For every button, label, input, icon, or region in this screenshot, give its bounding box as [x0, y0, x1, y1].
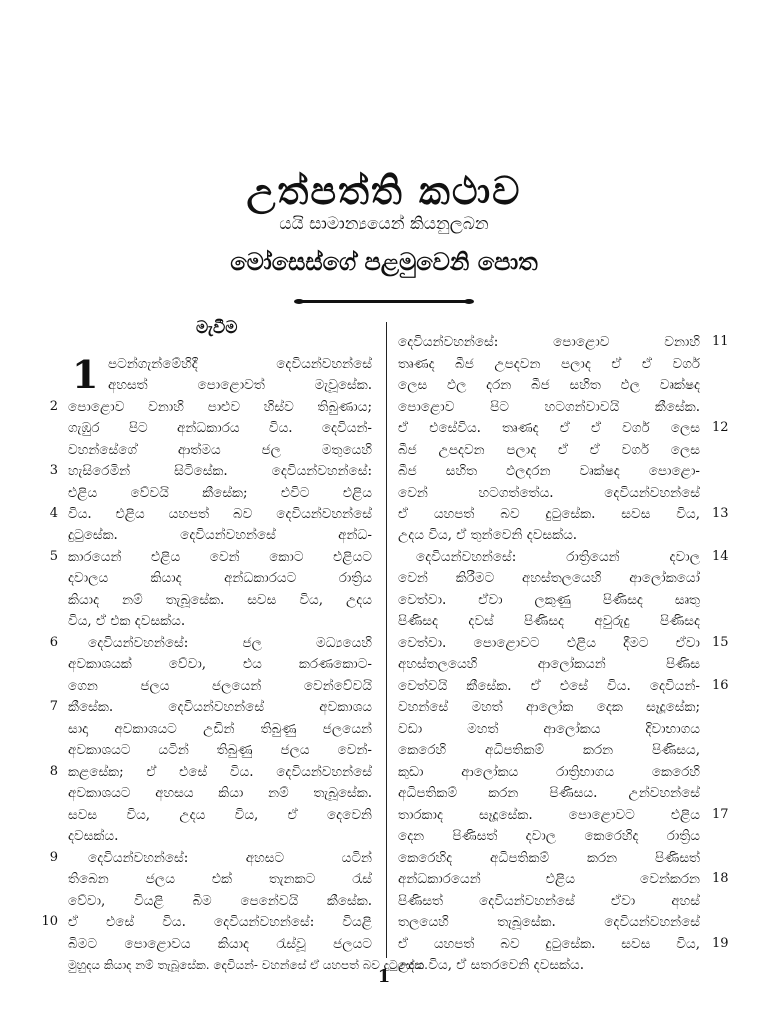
- text-line: දෙවියන්වහන්සේ: පොළොව වනාහි: [398, 334, 700, 350]
- text-line: ඒ එසේවිය. තෘණද ඒ ඒ වර්ග ලෙස: [398, 420, 700, 436]
- title-ornament-rule: [298, 300, 470, 303]
- text-line: මුහුදය කියාද නම් තැබූසේක. දෙවියන්- වහන්සේ ඒ යහපත් බව දුටුසේක.: [68, 958, 428, 972]
- page-number: 1: [377, 966, 391, 987]
- verse-number: 18: [712, 871, 729, 886]
- text-line: අහසත් පොළොවත් මැවූසේක.: [108, 377, 372, 393]
- text-line: දෙවියන්වහන්සේ: ජල මධ්‍යයෙහි: [88, 635, 372, 651]
- verse-number: 4: [49, 506, 58, 521]
- section-heading: මැවීම: [196, 318, 238, 338]
- text-line: වහන්සේගේ ආත්මය ජල මතුයෙහි: [68, 442, 372, 458]
- text-line: උදය විය, ඒ සතරවෙනි දවසක්ය.: [398, 957, 584, 973]
- verse-number: 7: [49, 699, 58, 714]
- text-line: දවසක්ය.: [68, 828, 119, 844]
- verse-number: 6: [49, 635, 58, 650]
- text-line: විය, ඒ එක දවසක්ය.: [68, 613, 186, 629]
- chapter-number: 1: [72, 352, 99, 397]
- verse-number: 8: [49, 764, 58, 779]
- text-line: හැසිරෙමින් සිටිසේක. දෙවියන්වහන්සේ:: [68, 463, 372, 479]
- text-line: අවකාශයට අහසය කියා නම් තැබූසේක.: [68, 785, 372, 801]
- book-subtitle-line-2: මෝසෙස්ගේ පළමුවෙනි පොත: [230, 247, 538, 276]
- text-line: පිණිසත් දෙවියන්වහන්සේ ඒවා අහස්: [398, 893, 700, 909]
- text-line: වෙත්වා. ඒවා ලකුණු පිණිසද සෘතු: [398, 592, 700, 608]
- verse-number: 16: [712, 678, 729, 693]
- text-line: විය. එළිය යහපත් බව දෙවියන්වහන්සේ: [68, 506, 372, 522]
- text-line: වේවා, වියළි බිම පෙනේවයි කීසේක.: [68, 893, 372, 909]
- text-line: ඒ යහපත් බව දුටුසේක. සවස විය,: [398, 506, 700, 522]
- book-subtitle-line-1: යයි සාමාන්‍යයෙන් කියනුලබන: [279, 214, 489, 234]
- text-line: උදය විය, ඒ තුන්වෙනි දවසක්ය.: [398, 527, 578, 543]
- text-line: පිණිසද දවස් පිණිසද අවුරුදු පිණිසද: [398, 613, 700, 629]
- text-line: එළිය වේවයි කීසේක; එවිට එළිය: [68, 485, 372, 501]
- verse-number: 19: [712, 936, 729, 951]
- text-line: වෙත්වා. පොළොවට එළිය දීමට ඒවා: [398, 635, 700, 651]
- text-line: කීසේක. දෙවියන්වහන්සේ අවකාශය: [68, 699, 372, 715]
- text-line: සාදා අවකාශයට උඩින් තිබුණු ජලයෙන්: [68, 721, 372, 737]
- text-line: දෙවියන්වහන්සේ: රාත්‍රියෙන් දවාල: [416, 549, 700, 565]
- text-line: වහන්සේ මහත් ආලෝක දෙක සෑදූසේක;: [398, 699, 700, 715]
- text-line: දුටුසේක. දෙවියන්වහන්සේ අන්ධ-: [68, 527, 372, 543]
- text-line: බීජ සහිත ඵලදරන වෘක්ෂද පොළො-: [398, 463, 700, 479]
- verse-number: 2: [49, 399, 58, 414]
- verse-number: 11: [712, 334, 729, 349]
- text-line: අහස්තලයෙහි ආලෝකයන් පිණිස: [398, 656, 700, 672]
- text-line: අධිපතිකම් කරන පිණිසය. උන්වහන්සේ: [398, 785, 700, 801]
- text-line: තෘණද බීජ උපදවන පලාද ඒ ඒ වර්ග: [398, 356, 700, 372]
- verse-number: 10: [41, 914, 58, 929]
- text-line: පොළොව වනාහි පාළුව හිස්ව තිබුණාය;: [68, 399, 372, 415]
- text-line: දවාලය කියාද අන්ධකාරයට රාත්‍රිය: [68, 570, 372, 586]
- text-line: කළසේක; ඒ එසේ විය. දෙවියන්වහන්සේ: [68, 764, 372, 780]
- text-line: බීජ උපදවන පලාද ඒ ඒ වර්ග ලෙස: [398, 442, 700, 458]
- text-line: බිමට පොළොවය කියාද රැස්වූ ජලයට: [68, 936, 372, 952]
- verse-number: 12: [712, 420, 729, 435]
- text-line: කාරයෙන් එළිය වෙන් කොට එළියට: [68, 549, 372, 565]
- text-line: වෙන් කිරීමට අහස්තලයෙහි ආලෝකයෝ: [398, 570, 700, 586]
- text-line: ඒ යහපත් බව දුටුසේක. සවස විය,: [398, 936, 700, 952]
- text-line: පටන්ගැන්මේහිදී දෙවියන්වහන්සේ: [108, 356, 372, 372]
- text-line: තාරකාද සෑදූසේක. පොළොවට එළිය: [398, 807, 700, 823]
- verse-number: 15: [712, 635, 729, 650]
- text-line: කුඩා ආලෝකය රාත්‍රිභාගය කෙරෙහි: [398, 764, 700, 780]
- text-line: දෙවියන්වහන්සේ: අහසට යටින්: [88, 850, 372, 866]
- text-line: කෙරෙහි අධිපතිකම් කරන පිණිසය,: [398, 742, 700, 758]
- text-line: ලෙස ඵල දරන බීජ සහිත ඵල වෘක්ෂද: [398, 377, 700, 393]
- text-line: අන්ධකාරයෙන් එළිය වෙන්කරන: [398, 871, 700, 887]
- text-line: පොළොව පිට හටගන්වාවයි කීසේක.: [398, 399, 700, 415]
- verse-number: 5: [49, 549, 58, 564]
- column-divider: [386, 322, 387, 958]
- text-line: වෙත්වයි කීසේක. ඒ එසේ විය. දෙවියන්-: [398, 678, 700, 694]
- text-line: සවස විය, උදය විය, ඒ දෙවෙනි: [68, 807, 372, 823]
- text-line: වඩා මහත් ආලෝකය දිවාභාගය: [398, 721, 700, 737]
- text-line: තිබෙන ජලය එක් තැනකට රැස්: [68, 871, 372, 887]
- book-title: උත්පත්ති කථාව: [246, 168, 522, 213]
- verse-number: 3: [49, 463, 58, 478]
- text-line: අවකාශයට යටින් තිබුණු ජලය වෙන්-: [68, 742, 372, 758]
- text-line: කෙරෙහිද අධිපතිකම් කරන පිණිසත්: [398, 850, 700, 866]
- verse-number: 9: [49, 850, 58, 865]
- text-line: ගෙන ජලය ජලයෙන් වෙන්වේවයි: [68, 678, 372, 694]
- text-line: ගැඹුර පිට අන්ධකාරය විය. දෙවියන්-: [68, 420, 372, 436]
- verse-number: 17: [712, 807, 729, 822]
- verse-number: 14: [712, 549, 729, 564]
- verse-number: 13: [712, 506, 729, 521]
- text-line: දෙන පිණිසත් දවාල කෙරෙහිද රාත්‍රිය: [398, 828, 700, 844]
- text-line: තලයෙහි තැබූසේක. දෙවියන්වහන්සේ: [398, 914, 700, 930]
- text-line: කියාද නම් තැබූසේක. සවස විය, උදය: [68, 592, 372, 608]
- text-line: අවකාශයක් වේවා, එය කරණකොට-: [68, 656, 372, 672]
- text-line: ඒ එසේ විය. දෙවියන්වහන්සේ: වියළි: [68, 914, 372, 930]
- text-line: වෙන් හටගත්තේය. දෙවියන්වහන්සේ: [398, 485, 700, 501]
